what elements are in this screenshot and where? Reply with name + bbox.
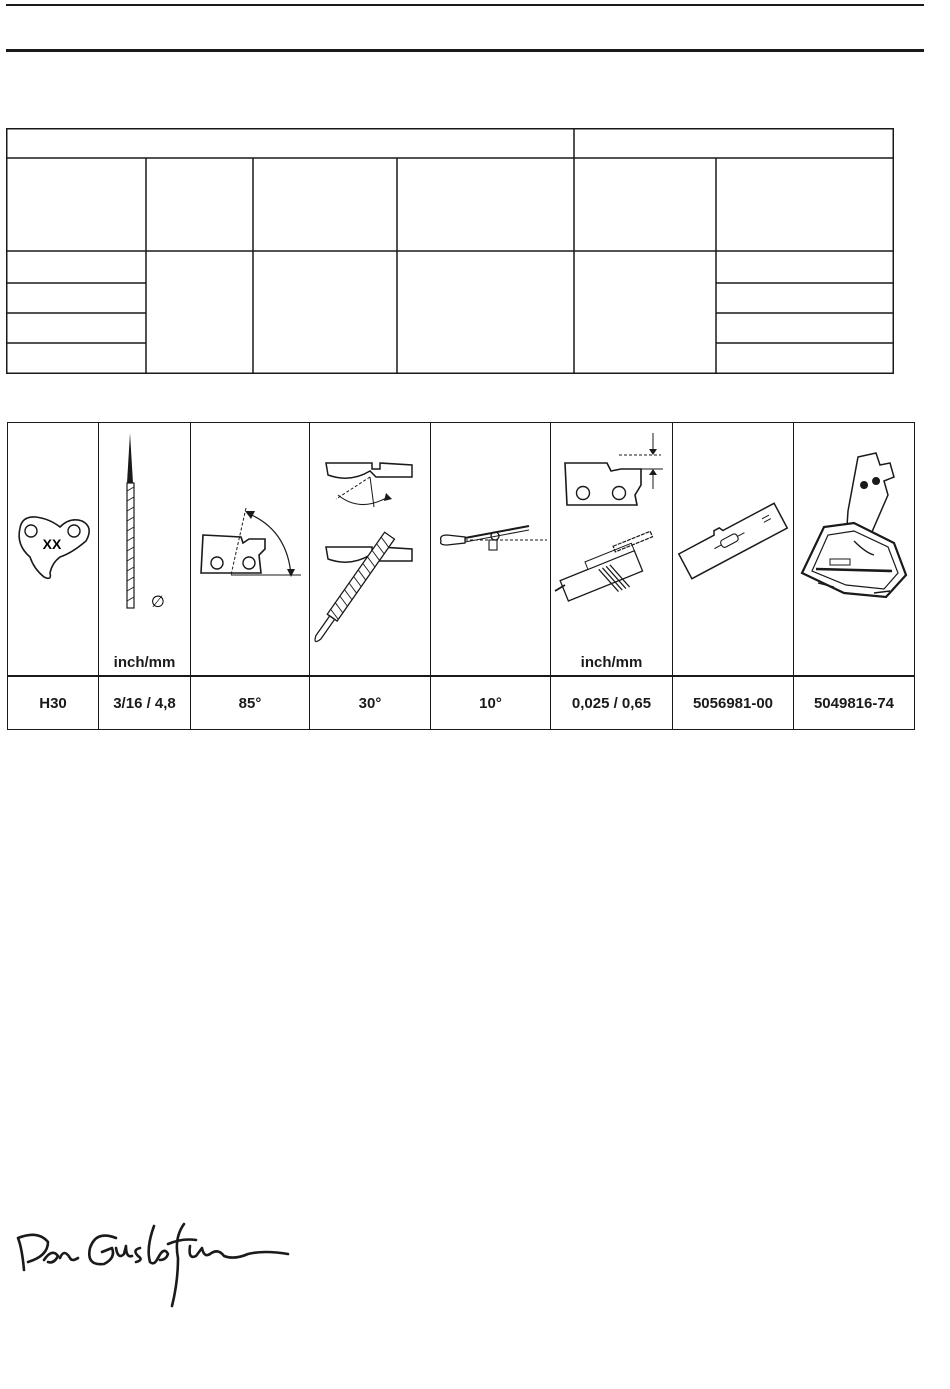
file-tilt-icon: [431, 423, 551, 653]
depth-gauge-setting-icon: [551, 423, 673, 653]
chain-marking-value: H30: [8, 677, 99, 729]
file-holder-value: 5049816-74: [813, 694, 895, 712]
file-holder-icon: [794, 423, 914, 653]
file-tilt-angle-value: 10°: [431, 677, 551, 729]
file-unit-label: inch/mm: [113, 654, 176, 671]
depth-gauge-tool-cell: [673, 423, 794, 677]
file-diameter-cell: [99, 423, 191, 677]
chain-link-cell: [8, 423, 99, 677]
diameter-symbol: ∅: [151, 592, 165, 611]
signature: [8, 1218, 298, 1318]
chain-link-mark: XX: [42, 536, 62, 552]
header-top-rule: [6, 4, 924, 6]
depth-gauge-setting-cell: [551, 423, 673, 677]
round-file-icon: [99, 423, 191, 653]
depth-gauge-setting-value: 0,025 / 0,65: [551, 677, 673, 729]
top-plate-angle-cell: [191, 423, 310, 677]
file-holder-cell: [794, 423, 914, 677]
file-diameter-value: 3/16 / 4,8: [99, 677, 191, 729]
sharpening-table: [7, 422, 915, 730]
specification-grid-lines: [6, 128, 894, 374]
depth-gauge-tool-value: 5056981-00: [673, 677, 794, 729]
specification-grid: [6, 128, 894, 374]
filing-angle-cell: [310, 423, 431, 677]
filing-angle-icon: [310, 423, 431, 653]
filing-angle-value: 30°: [310, 677, 431, 729]
depth-gauge-tool-icon: [673, 423, 794, 653]
top-plate-angle-icon: [191, 423, 310, 653]
file-tilt-cell: [431, 423, 551, 677]
depth-gauge-unit-label: inch/mm: [580, 654, 643, 671]
top-plate-angle-value: 85°: [191, 677, 310, 729]
chain-link-icon: [8, 423, 99, 677]
header-bottom-rule: [6, 49, 924, 52]
